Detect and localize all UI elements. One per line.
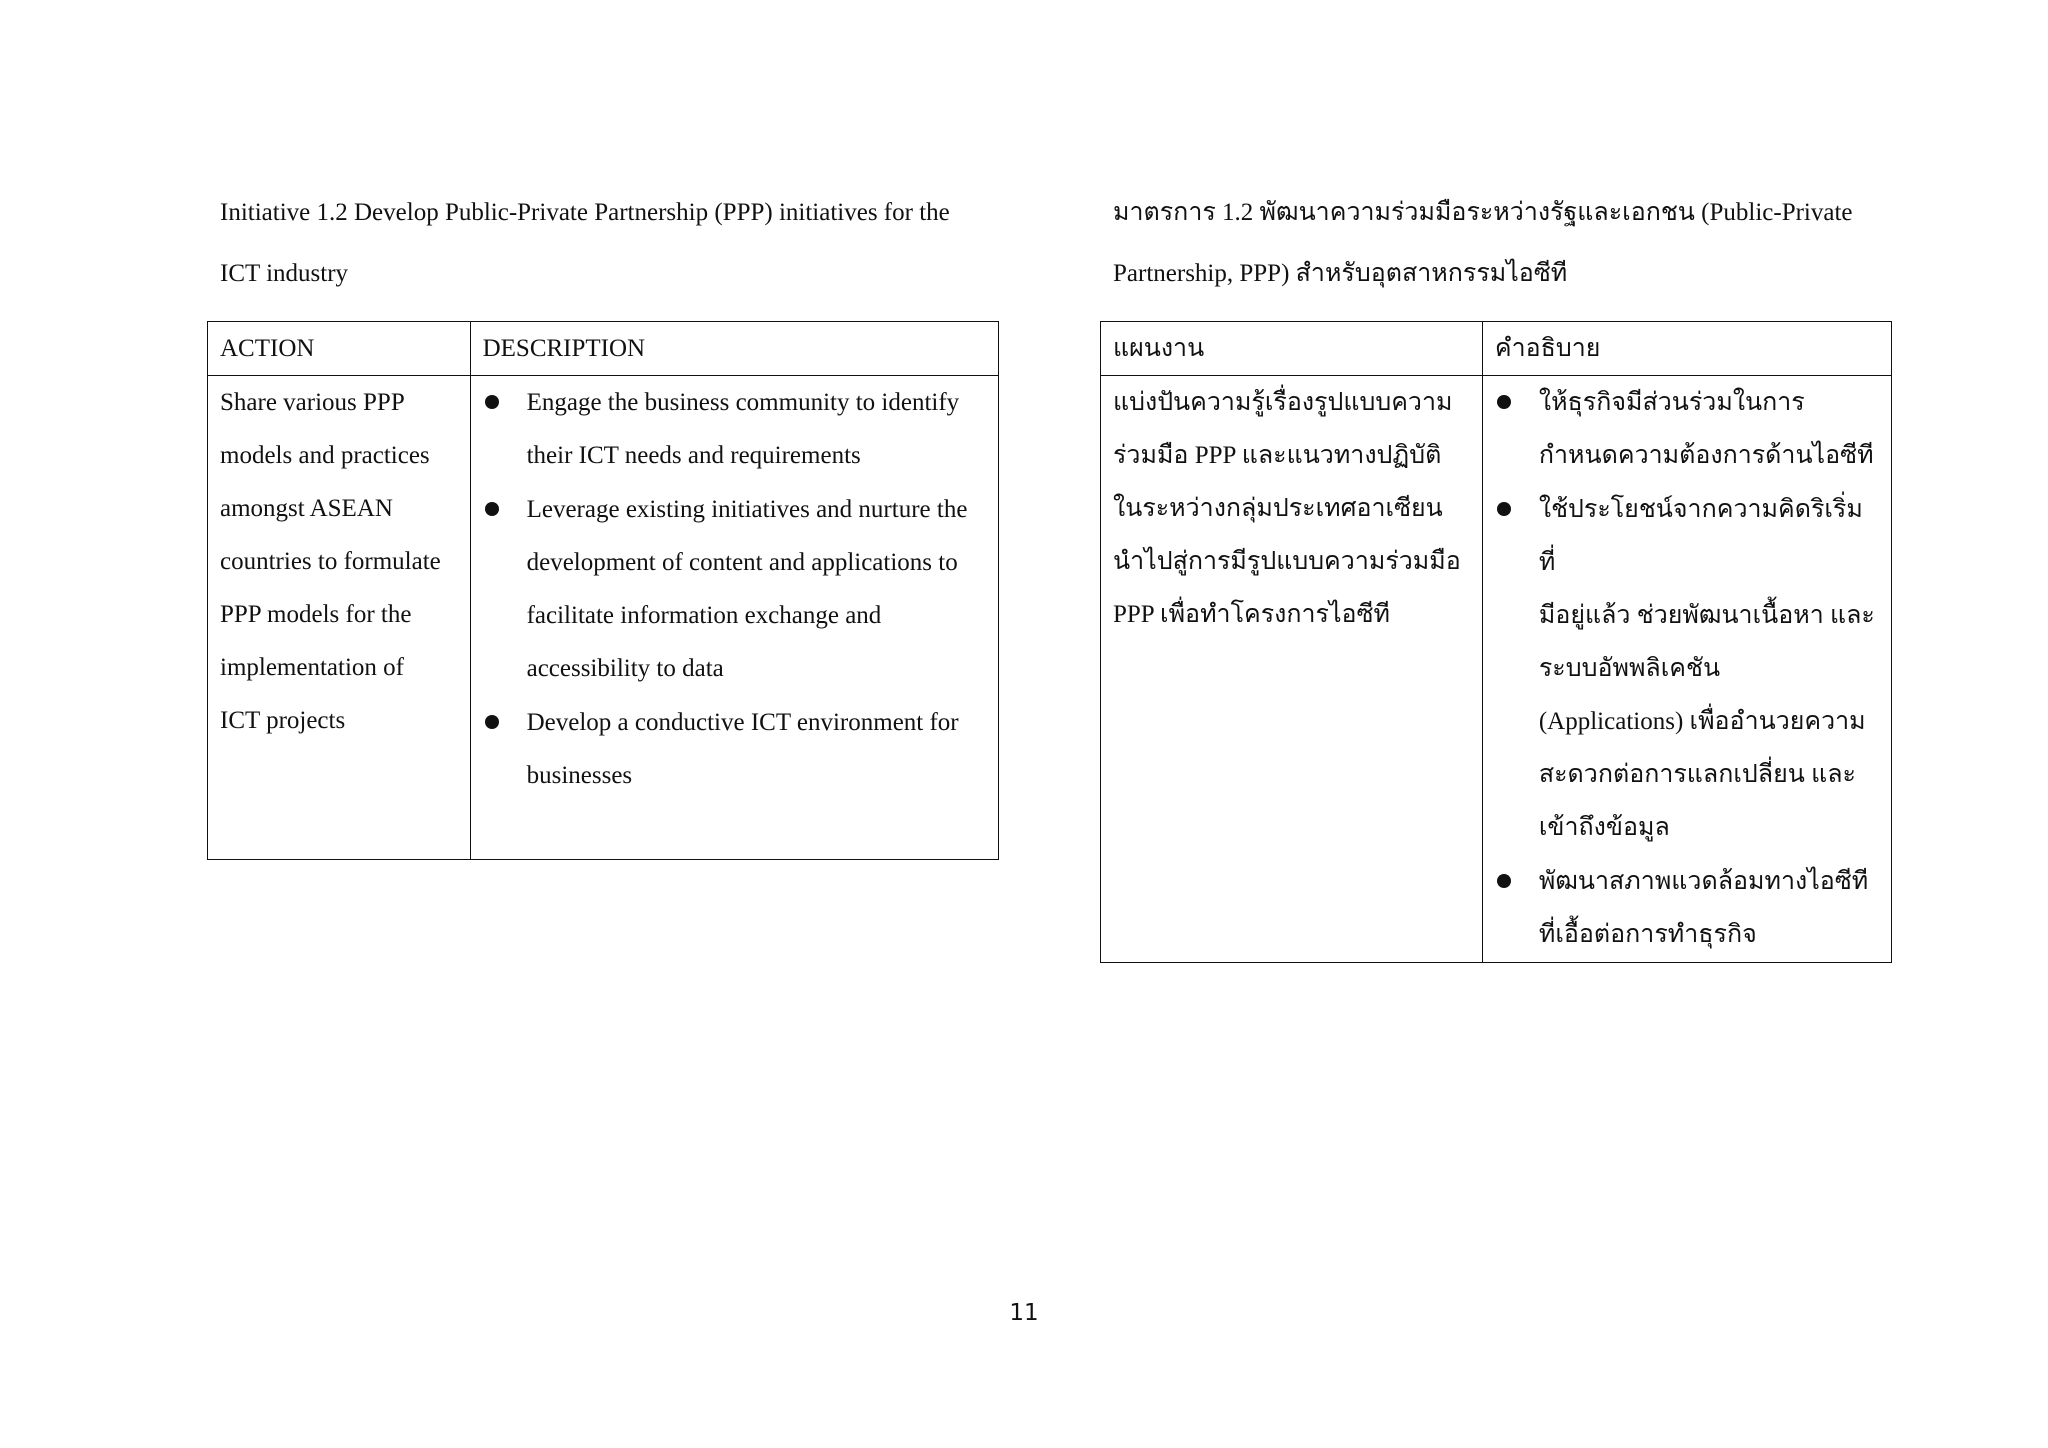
table-header-row xyxy=(208,322,999,376)
heading-line-2: ICT industry xyxy=(220,260,349,287)
action-line: ICT projects xyxy=(220,707,346,734)
description-list xyxy=(1495,376,1879,961)
action-line: PPP models for the xyxy=(220,601,412,628)
list-item-line: accessibility to data xyxy=(526,655,724,682)
list-item-line: (Applications) เพื่ออำนวยความ xyxy=(1538,708,1866,735)
list-item-line: พัฒนาสภาพแวดล้อมทางไอซีที xyxy=(1538,868,1869,895)
action-text xyxy=(1113,376,1470,641)
action-line: นำไปสู่การมีรูปแบบความร่วมมือ xyxy=(1113,548,1461,575)
list-item-line: ระบบอัพพลิเคชัน xyxy=(1538,655,1721,682)
list-item-line: เข้าถึงข้อมูล xyxy=(1538,814,1670,841)
action-text xyxy=(220,376,458,747)
list-item-line: กำหนดความต้องการด้านไอซีที xyxy=(1538,442,1874,469)
description-cell xyxy=(1482,376,1891,963)
list-item-line: Leverage existing initiatives and nurture the xyxy=(526,496,968,523)
action-line: implementation of xyxy=(220,654,404,681)
initiative-heading-en xyxy=(220,182,1000,304)
action-line: Share various PPP xyxy=(220,389,405,416)
action-line: ร่วมมือ PPP และแนวทางปฏิบัติ xyxy=(1113,442,1442,469)
action-line: models and practices xyxy=(220,442,430,469)
list-item-line: สะดวกต่อการแลกเปลี่ยน และ xyxy=(1538,761,1856,788)
bullet-icon xyxy=(1497,395,1511,409)
list-item-line: their ICT needs and requirements xyxy=(526,442,861,469)
bullet-icon xyxy=(485,715,499,729)
action-column-header: แผนงาน xyxy=(1101,322,1483,376)
initiative-heading-th xyxy=(1113,182,1893,304)
bullet-icon xyxy=(1497,502,1511,516)
list-item xyxy=(1495,855,1879,961)
action-table-en xyxy=(207,321,999,860)
table-row xyxy=(1101,376,1892,963)
action-line: countries to formulate xyxy=(220,548,441,575)
list-item-line: development of content and applications to xyxy=(526,549,958,576)
list-item xyxy=(1495,483,1879,854)
bullet-icon xyxy=(1497,874,1511,888)
action-line: ในระหว่างกลุ่มประเทศอาเซียน xyxy=(1113,495,1443,522)
bullet-icon xyxy=(485,502,499,516)
heading-line-1: มาตรการ 1.2 พัฒนาความร่วมมือระหว่างรัฐและเอกชน (Public-Private xyxy=(1113,199,1853,226)
list-item-line: Develop a conductive ICT environment for xyxy=(526,709,959,736)
list-item xyxy=(483,483,986,695)
description-cell xyxy=(470,376,998,860)
list-item xyxy=(483,376,986,482)
list-item-line: ใช้ประโยชน์จากความคิดริเริ่มที่ xyxy=(1538,496,1863,576)
list-item-line: ที่เอื้อต่อการทำธุรกิจ xyxy=(1538,921,1757,948)
description-list xyxy=(483,376,986,802)
action-cell xyxy=(208,376,471,860)
action-line: amongst ASEAN xyxy=(220,495,393,522)
action-column-header: ACTION xyxy=(208,322,471,376)
table-row xyxy=(208,376,999,860)
list-item-line: มีอยู่แล้ว ช่วยพัฒนาเนื้อหา และ xyxy=(1538,602,1875,629)
description-column-header: DESCRIPTION xyxy=(470,322,998,376)
list-item-line: Engage the business community to identify xyxy=(526,389,960,416)
description-column-header: คำอธิบาย xyxy=(1482,322,1891,376)
action-cell xyxy=(1101,376,1483,963)
bullet-icon xyxy=(485,395,499,409)
list-item-line: ให้ธุรกิจมีส่วนร่วมในการ xyxy=(1538,389,1805,416)
list-item-line: facilitate information exchange and xyxy=(526,602,882,629)
list-item-line: businesses xyxy=(526,762,633,789)
page-number: 11 xyxy=(1009,1300,1039,1326)
list-item xyxy=(483,696,986,802)
table-header-row xyxy=(1101,322,1892,376)
list-item xyxy=(1495,376,1879,482)
heading-line-1: Initiative 1.2 Develop Public-Private Partnership (PPP) initiatives for the xyxy=(220,199,950,226)
heading-line-2: Partnership, PPP) สำหรับอุตสาหกรรมไอซีที xyxy=(1113,260,1568,287)
action-table-th xyxy=(1100,321,1892,963)
action-line: PPP เพื่อทำโครงการไอซีที xyxy=(1113,601,1391,628)
action-line: แบ่งปันความรู้เรื่องรูปแบบความ xyxy=(1113,389,1453,416)
